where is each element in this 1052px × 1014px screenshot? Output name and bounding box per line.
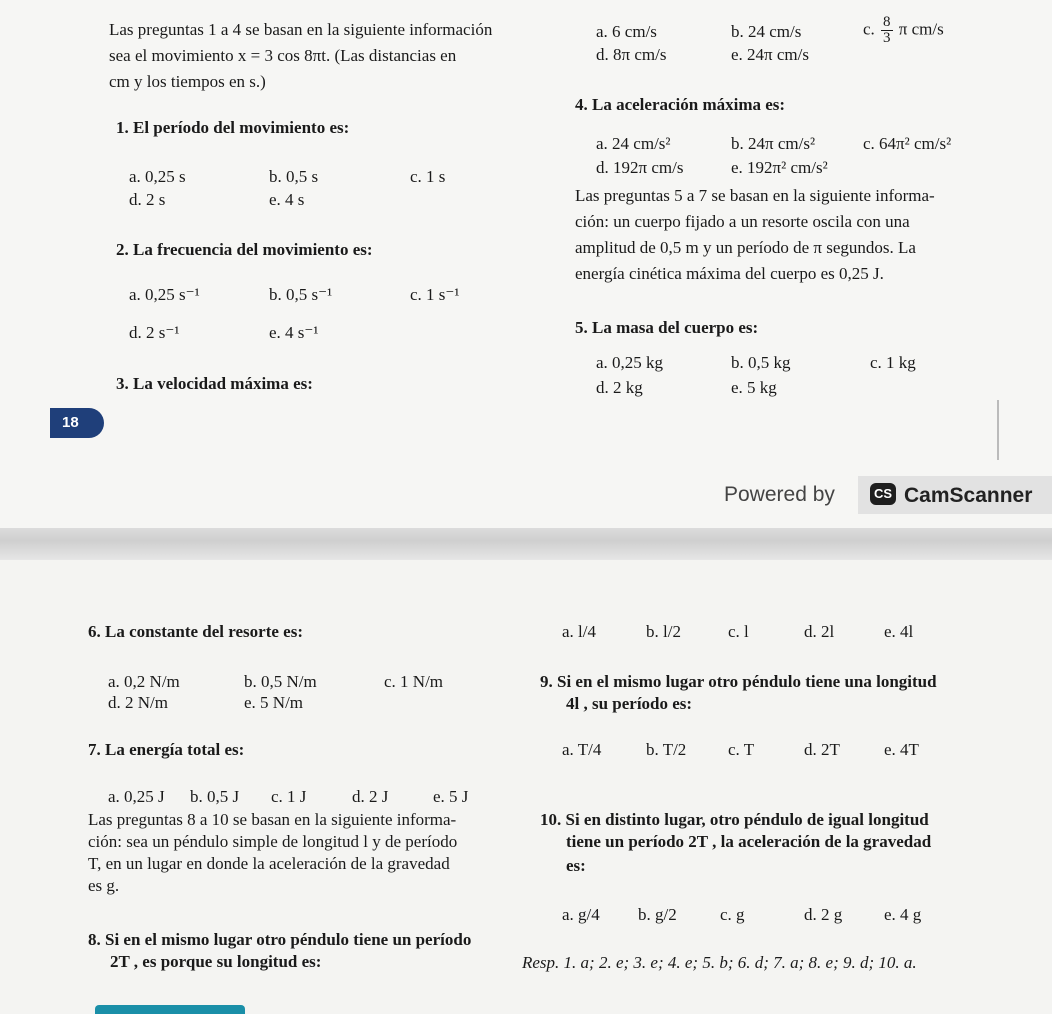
option: a. 0,25 s xyxy=(129,167,186,186)
option: a. 0,25 kg xyxy=(596,353,664,372)
scanned-page-bottom xyxy=(0,560,1052,1014)
camscanner-icon: CS xyxy=(870,483,896,505)
option: d. 192π cm/s xyxy=(596,158,684,177)
option: d. 2 g xyxy=(804,905,843,924)
option: c. 1 s xyxy=(410,167,446,186)
option: c. g xyxy=(720,905,745,924)
bottom-color-strip xyxy=(95,1005,245,1014)
option: c. 1 N/m xyxy=(384,672,444,691)
question-9-cont: 4l , su período es: xyxy=(566,694,693,713)
option: e. 4 g xyxy=(884,905,922,924)
option: b. 0,5 s xyxy=(269,167,319,186)
option: b. 24 cm/s xyxy=(731,22,802,41)
intro-line: T, en un lugar en donde la aceleración de la gravedad xyxy=(88,854,450,873)
option: e. 4 s xyxy=(269,190,305,209)
option: d. 2 N/m xyxy=(108,693,168,712)
page-divider xyxy=(0,528,1052,560)
option: e. 24π cm/s xyxy=(731,45,809,64)
intro-line: sea el movimiento x = 3 cos 8πt. (Las distancias en xyxy=(109,46,457,65)
option: d. 2 kg xyxy=(596,378,643,397)
option: d. 2 s xyxy=(129,190,166,209)
option: e. 4 s⁻¹ xyxy=(269,323,319,342)
camscanner-label: CamScanner xyxy=(904,484,1033,507)
option: c. 64π² cm/s² xyxy=(863,134,952,153)
question-10: 10. Si en distinto lugar, otro péndulo de igual longitud xyxy=(540,810,929,829)
option: b. l/2 xyxy=(646,622,681,641)
question-4: 4. La aceleración máxima es: xyxy=(575,95,786,114)
option: e. 5 N/m xyxy=(244,693,304,712)
option: b. 0,5 s⁻¹ xyxy=(269,285,333,304)
option-unit: π cm/s xyxy=(898,19,944,39)
fraction-numerator: 8 xyxy=(883,14,891,30)
question-7: 7. La energía total es: xyxy=(88,740,245,759)
option: d. 8π cm/s xyxy=(596,45,667,64)
question-5: 5. La masa del cuerpo es: xyxy=(575,318,759,337)
option: d. 2 J xyxy=(352,787,389,806)
option: a. 0,25 J xyxy=(108,787,165,806)
powered-by-label: Powered by xyxy=(724,483,835,506)
option: a. 0,25 s⁻¹ xyxy=(129,285,200,304)
option: e. 5 J xyxy=(433,787,469,806)
option-letter: c. xyxy=(863,19,875,39)
option: d. 2l xyxy=(804,622,835,641)
intro-line: energía cinética máxima del cuerpo es 0,25 J. xyxy=(575,264,884,283)
option-fraction xyxy=(863,15,944,46)
option: e. 5 kg xyxy=(731,378,777,397)
question-6: 6. La constante del resorte es: xyxy=(88,622,303,641)
option: a. 6 cm/s xyxy=(596,22,657,41)
option: b. T/2 xyxy=(646,740,687,759)
intro-line: ción: sea un péndulo simple de longitud l y de período xyxy=(88,832,458,851)
question-9: 9. Si en el mismo lugar otro péndulo tiene una longitud xyxy=(540,672,937,691)
option: b. 0,5 J xyxy=(190,787,240,806)
option: a. l/4 xyxy=(562,622,596,641)
question-2: 2. La frecuencia del movimiento es: xyxy=(116,240,373,259)
question-8-cont: 2T , es porque su longitud es: xyxy=(110,952,322,971)
intro-line: Las preguntas 8 a 10 se basan en la siguiente informa- xyxy=(88,810,457,829)
intro-line: Las preguntas 5 a 7 se basan en la siguiente informa- xyxy=(575,186,935,205)
option: c. 1 J xyxy=(271,787,307,806)
option: a. 24 cm/s² xyxy=(596,134,671,153)
question-10-cont: tiene un período 2T , la aceleración de la gravedad xyxy=(566,832,932,851)
option: e. 192π² cm/s² xyxy=(731,158,828,177)
option: b. 0,5 kg xyxy=(731,353,791,372)
intro-line: es g. xyxy=(88,876,120,895)
answer-key: Resp. 1. a; 2. e; 3. e; 4. e; 5. b; 6. d; 7. a; 8. e; 9. d; 10. a. xyxy=(522,953,917,972)
scan-edge-line xyxy=(997,400,999,460)
option: b. 0,5 N/m xyxy=(244,672,317,691)
option: e. 4l xyxy=(884,622,914,641)
option: c. 1 kg xyxy=(870,353,916,372)
question-10-cont: es: xyxy=(566,856,586,875)
intro-line: amplitud de 0,5 m y un período de π segundos. La xyxy=(575,238,916,257)
intro-line: Las preguntas 1 a 4 se basan en la siguiente información xyxy=(109,20,493,39)
question-3: 3. La velocidad máxima es: xyxy=(116,374,313,393)
option: d. 2 s⁻¹ xyxy=(129,323,180,342)
option: b. 24π cm/s² xyxy=(731,134,816,153)
fraction xyxy=(881,15,893,46)
intro-line: cm y los tiempos en s.) xyxy=(109,72,266,91)
option: c. T xyxy=(728,740,755,759)
question-1: 1. El período del movimiento es: xyxy=(116,118,350,137)
fraction-denominator: 3 xyxy=(883,30,891,46)
option: a. T/4 xyxy=(562,740,602,759)
option: e. 4T xyxy=(884,740,919,759)
option: d. 2T xyxy=(804,740,840,759)
option: b. g/2 xyxy=(638,905,677,924)
question-8: 8. Si en el mismo lugar otro péndulo tiene un período xyxy=(88,930,472,949)
option: c. 1 s⁻¹ xyxy=(410,285,460,304)
option: a. g/4 xyxy=(562,905,600,924)
intro-line: ción: un cuerpo fijado a un resorte oscila con una xyxy=(575,212,910,231)
option: c. l xyxy=(728,622,749,641)
page-number-badge: 18 xyxy=(50,408,104,438)
option: a. 0,2 N/m xyxy=(108,672,180,691)
